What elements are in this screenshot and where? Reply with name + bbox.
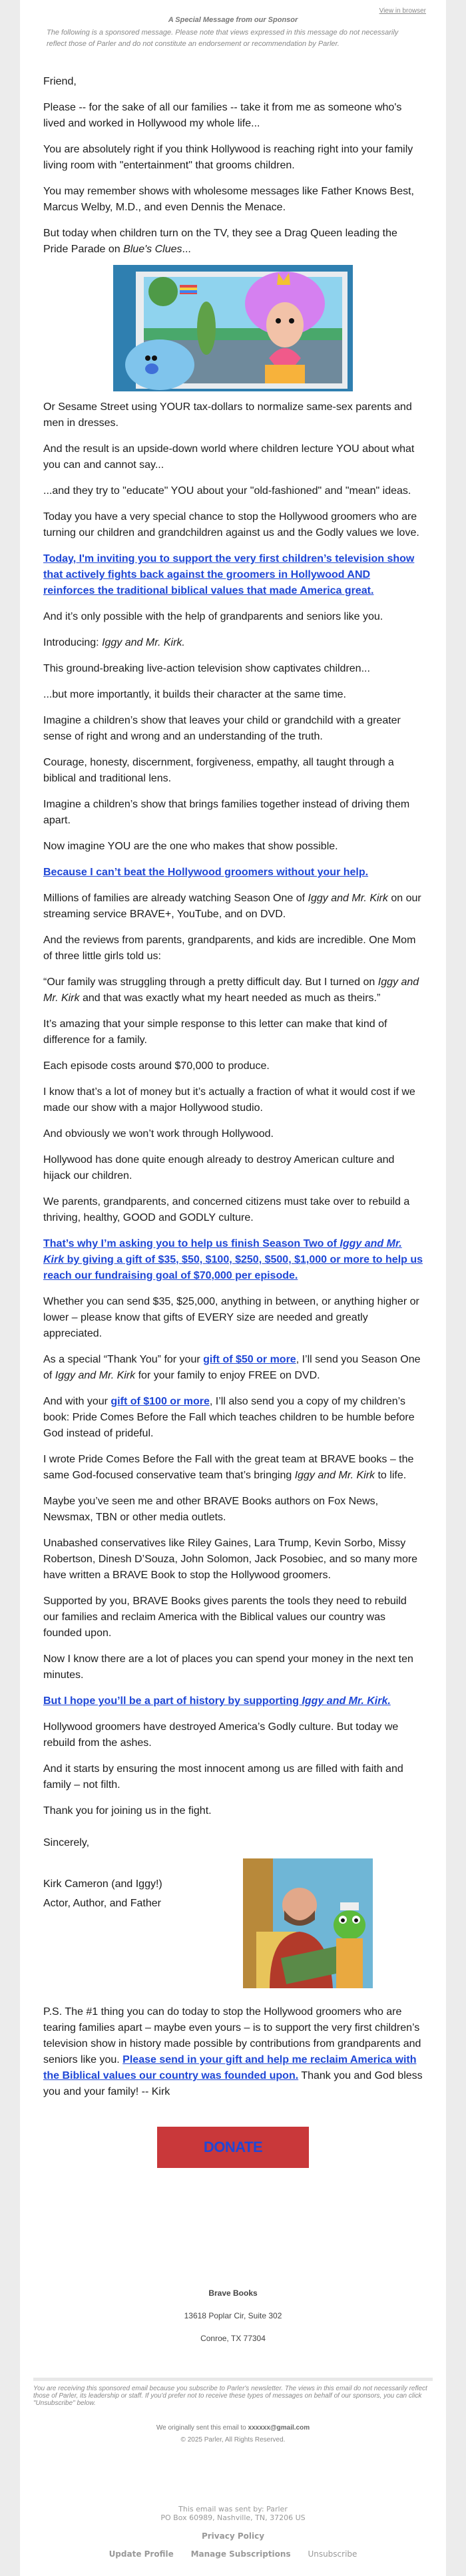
paragraph-text: P.S. The #1 thing you can do today to stop the Hollywood groomers who are tearing families apart – maybe even yours – is to support the very first children’s television show in history made possible by contributions from grandparents and seniors like you. xyxy=(43,2006,421,2065)
original-recipient xyxy=(20,2424,446,2432)
blues-clues-pride-image xyxy=(113,265,353,391)
paragraph-text: And obviously we won’t work through Hollywood. xyxy=(43,1128,274,1140)
body-paragraph xyxy=(43,661,424,677)
body-paragraph xyxy=(43,1352,424,1384)
recipient-email: xxxxxx@gmail.com xyxy=(248,2424,310,2432)
donation-link[interactable]: Iggy and Mr. Kirk. xyxy=(302,1695,391,1707)
body-paragraph xyxy=(43,1494,424,1526)
body-paragraph xyxy=(43,74,424,90)
sponsor-disclaimer: The following is a sponsored message. Please note that views expressed in this message do not necessarily reflect those of Parler and do not constitute an endorsement or recommendation by Parler. xyxy=(47,29,399,48)
letter-section-main xyxy=(43,399,424,1819)
privacy-policy-link[interactable]: Privacy Policy xyxy=(201,2531,265,2541)
signature-title: Actor, Author, and Father xyxy=(43,1898,161,1909)
paragraph-text: We parents, grandparents, and concerned citizens must take over to rebuild a thriving, healthy, GOOD and GODLY culture. xyxy=(43,1196,410,1223)
footer-divider xyxy=(33,2378,433,2381)
email-card xyxy=(20,0,446,2576)
donation-link[interactable]: by giving a gift of $35, $50, $100, $250, $500, $1,000 or more to help us reach our fundraising goal of $70,000 per episode. xyxy=(43,1254,423,1281)
paragraph-text: Introducing: xyxy=(43,637,103,648)
unsubscribe-link[interactable]: Unsubscribe xyxy=(308,2549,357,2559)
paragraph-text: Or Sesame Street using YOUR tax-dollars to normalize same-sex parents and men in dresses. xyxy=(43,401,412,429)
body-paragraph xyxy=(43,509,424,541)
body-paragraph xyxy=(43,441,424,473)
paragraph-text: Imagine a children’s show that brings families together instead of driving them apart. xyxy=(43,799,410,826)
donation-link[interactable]: gift of $100 or more xyxy=(111,1396,210,1407)
paragraph-text: But today when children turn on the TV, they see a Drag Queen leading the Pride Parade on xyxy=(43,228,397,255)
donation-link[interactable]: Iggy and Mr. Kirk xyxy=(43,1238,402,1265)
sender-info xyxy=(20,2505,446,2522)
paragraph-text: “Our family was struggling through a pretty difficult day. But I turned on xyxy=(43,976,378,988)
show-title: Iggy and Mr. Kirk xyxy=(55,1370,136,1381)
donation-link[interactable]: Please send in your gift and help me reclaim America with the Biblical values our country was founded upon. xyxy=(43,2054,417,2081)
body-paragraph xyxy=(43,399,424,431)
manage-subscriptions-link[interactable]: Manage Subscriptions xyxy=(190,2549,291,2559)
body-paragraph xyxy=(43,609,424,625)
body-paragraph xyxy=(43,1126,424,1142)
paragraph-text: to life. xyxy=(375,1470,407,1481)
body-paragraph xyxy=(43,2004,424,2100)
paragraph-text: Imagine a children’s show that leaves your child or grandchild with a greater sense of right and wrong and an understanding of the truth. xyxy=(43,715,401,742)
paragraph-text: Hollywood groomers have destroyed America’s Godly culture. But today we rebuild from the ashes. xyxy=(43,1721,399,1749)
body-paragraph xyxy=(43,1719,424,1751)
body-paragraph xyxy=(43,839,424,855)
sponsor-title: A Special Message from our Sponsor xyxy=(168,16,298,24)
paragraph-text: Hollywood has done quite enough already to destroy American culture and hijack our children. xyxy=(43,1154,395,1181)
paragraph-text: Thank you and God bless you and your family! -- Kirk xyxy=(43,2070,423,2097)
body-paragraph xyxy=(43,1084,424,1116)
show-title: Iggy and Mr. Kirk xyxy=(43,976,419,1004)
donation-link[interactable]: But I hope you’ll be a part of history by supporting xyxy=(43,1695,302,1707)
body-paragraph xyxy=(43,755,424,787)
letter-section-intro xyxy=(43,74,424,258)
kirk-and-iggy-photo xyxy=(243,1858,373,1988)
body-paragraph xyxy=(43,713,424,745)
update-profile-link[interactable]: Update Profile xyxy=(109,2549,174,2559)
donation-link[interactable]: That’s why I’m asking you to help us finish Season Two of xyxy=(43,1238,340,1249)
body-paragraph xyxy=(43,1651,424,1683)
donation-link[interactable]: Today, I'm inviting you to support the very first children’s television show that actively fights back against the groomers in Hollywood AND reinforces the traditional biblical values that made America great. xyxy=(43,553,415,596)
paragraph-text: You are absolutely right if you think Hollywood is reaching right into your family living room with "entertainment" that grooms children. xyxy=(43,144,413,171)
body-paragraph xyxy=(43,933,424,965)
body-paragraph xyxy=(43,1594,424,1641)
paragraph-text: Millions of families are already watching Season One of xyxy=(43,893,308,904)
sent-by: This email was sent by: Parler xyxy=(178,2505,288,2513)
body-paragraph xyxy=(43,1058,424,1074)
paragraph-text: ... xyxy=(182,244,191,255)
paragraph-text: and that was exactly what my heart needed as much as theirs.” xyxy=(79,992,381,1004)
body-paragraph xyxy=(43,1294,424,1342)
body-paragraph xyxy=(43,1803,424,1819)
body-paragraph xyxy=(43,797,424,829)
paragraph-text: Thank you for joining us in the fight. xyxy=(43,1805,212,1817)
body-paragraph xyxy=(43,184,424,216)
body-paragraph xyxy=(43,142,424,174)
paragraph-text: Unabashed conservatives like Riley Gaines, Lara Trump, Kevin Sorbo, Missy Robertson, Dinesh D’Souza, John Solomon, Jack Posobiec, and so many more have written a BRAVE Book to stop the Hollywood groomers. xyxy=(43,1538,418,1581)
postscript xyxy=(43,2004,424,2100)
paragraph-text: Whether you can send $35, $25,000, anything in between, or anything higher or lower – please know that gifts of EVERY size are needed and greatly appreciated. xyxy=(43,1296,419,1339)
paragraph-text: As a special “Thank You” for your xyxy=(43,1354,204,1365)
closing: Sincerely, xyxy=(43,1837,90,1848)
body-paragraph xyxy=(43,865,424,881)
paragraph-text: Supported by you, BRAVE Books gives parents the tools they need to rebuild our families and reclaim America with the Biblical values our country was founded upon. xyxy=(43,1596,407,1639)
paragraph-text: for your family to enjoy FREE on DVD. xyxy=(135,1370,320,1381)
paragraph-text: Now imagine YOU are the one who makes that show possible. xyxy=(43,841,338,852)
body-paragraph xyxy=(43,1236,424,1284)
paragraph-text: Now I know there are a lot of places you can spend your money in the next ten minutes. xyxy=(43,1653,413,1681)
paragraph-text: And the reviews from parents, grandparents, and kids are incredible. One Mom of three little girls told us: xyxy=(43,935,416,962)
body-paragraph xyxy=(43,226,424,258)
signature-name: Kirk Cameron (and Iggy!) xyxy=(43,1878,162,1890)
body-paragraph xyxy=(43,891,424,923)
paragraph-text: Each episode costs around $70,000 to produce. xyxy=(43,1060,270,1072)
paragraph-text: Maybe you’ve seen me and other BRAVE Books authors on Fox News, Newsmax, TBN or other media outlets. xyxy=(43,1496,379,1523)
show-title: Iggy and Mr. Kirk xyxy=(308,893,388,904)
show-title: Iggy and Mr. Kirk. xyxy=(102,637,185,648)
paragraph-text: And it’s only possible with the help of grandparents and seniors like you. xyxy=(43,611,383,622)
body-paragraph xyxy=(43,1452,424,1484)
sponsor-address-line2: Conroe, TX 77304 xyxy=(200,2334,266,2343)
paragraph-text: And with your xyxy=(43,1396,111,1407)
body-paragraph xyxy=(43,1693,424,1709)
paragraph-text: ...but more importantly, it builds their character at the same time. xyxy=(43,689,346,700)
body-paragraph xyxy=(43,1152,424,1184)
show-title: Blue's Clues xyxy=(123,244,182,255)
original-recipient-label: We originally sent this email to xyxy=(156,2424,248,2432)
paragraph-text: Please -- for the sake of all our families -- take it from me as someone who's lived and worked in Hollywood my whole life... xyxy=(43,102,402,129)
show-title: Iggy and Mr. Kirk xyxy=(294,1470,375,1481)
sponsor-address-line1: 13618 Poplar Cir, Suite 302 xyxy=(184,2311,282,2320)
sponsor-address xyxy=(20,2288,446,2356)
paragraph-text: , I’ll also send you a copy of my children’s book: Pride Comes Before the Fall which teaches children to be humble before God instead of prideful. xyxy=(43,1396,415,1439)
paragraph-text: Courage, honesty, discernment, forgiveness, empathy, all taught through a biblical and traditional lens. xyxy=(43,757,394,784)
paragraph-text: on our streaming service BRAVE+, YouTube, and on DVD. xyxy=(43,893,421,920)
body-paragraph xyxy=(43,1394,424,1442)
paragraph-text: ...and they try to "educate" YOU about your "old-fashioned" and "mean" ideas. xyxy=(43,485,411,497)
paragraph-text: , I’ll send you Season One of xyxy=(43,1354,421,1381)
letter-body xyxy=(43,74,424,2168)
paragraph-text: And it starts by ensuring the most innocent among us are filled with faith and family – not filth. xyxy=(43,1763,403,1791)
body-paragraph xyxy=(43,1761,424,1793)
footer-disclaimer: You are receiving this sponsored email because you subscribe to Parler's newsletter. The views in this email do not necessarily reflect those of Parler, its leadership or staff. If you'd prefer not to receive these types of messages on behalf of our sponsors, you can click "Unsubscribe" below. xyxy=(33,2385,427,2407)
copyright: © 2025 Parler, All Rights Reserved. xyxy=(180,2436,286,2444)
body-paragraph xyxy=(43,635,424,651)
view-in-browser-link[interactable]: View in browser xyxy=(379,7,426,15)
donate-button[interactable]: DONATE xyxy=(157,2127,309,2168)
body-paragraph xyxy=(43,551,424,599)
body-paragraph xyxy=(43,100,424,132)
paragraph-text: And the result is an upside-down world where children lecture YOU about what you can and cannot say... xyxy=(43,443,415,471)
paragraph-text: This ground-breaking live-action television show captivates children... xyxy=(43,663,370,674)
paragraph-text: You may remember shows with wholesome messages like Father Knows Best, Marcus Welby, M.D., and even Dennis the Menace. xyxy=(43,186,414,213)
body-paragraph xyxy=(43,1536,424,1584)
paragraph-text: Friend, xyxy=(43,76,77,87)
sender-address: PO Box 60989, Nashville, TN, 37206 US xyxy=(160,2513,306,2522)
paragraph-text: Today you have a very special chance to stop the Hollywood groomers who are turning our children and grandchildren against us and the Godly values we love. xyxy=(43,511,419,538)
footer-links xyxy=(20,2549,446,2559)
body-paragraph xyxy=(43,1194,424,1226)
paragraph-text: I wrote Pride Comes Before the Fall with the great team at BRAVE books – the same God-focused conservative team that’s bringing xyxy=(43,1454,414,1481)
body-paragraph xyxy=(43,483,424,499)
donation-link[interactable]: gift of $50 or more xyxy=(203,1354,296,1365)
donation-link[interactable]: Because I can’t beat the Hollywood groomers without your help. xyxy=(43,867,369,878)
signature-block xyxy=(43,1867,424,2000)
sponsor-name: Brave Books xyxy=(208,2288,258,2298)
body-paragraph xyxy=(43,687,424,703)
body-paragraph xyxy=(43,1016,424,1048)
body-paragraph xyxy=(43,974,424,1006)
paragraph-text: It’s amazing that your simple response to this letter can make that kind of difference for a family. xyxy=(43,1018,387,1046)
paragraph-text: I know that’s a lot of money but it’s actually a fraction of what it would cost if we made our show with a major Hollywood studio. xyxy=(43,1086,415,1114)
